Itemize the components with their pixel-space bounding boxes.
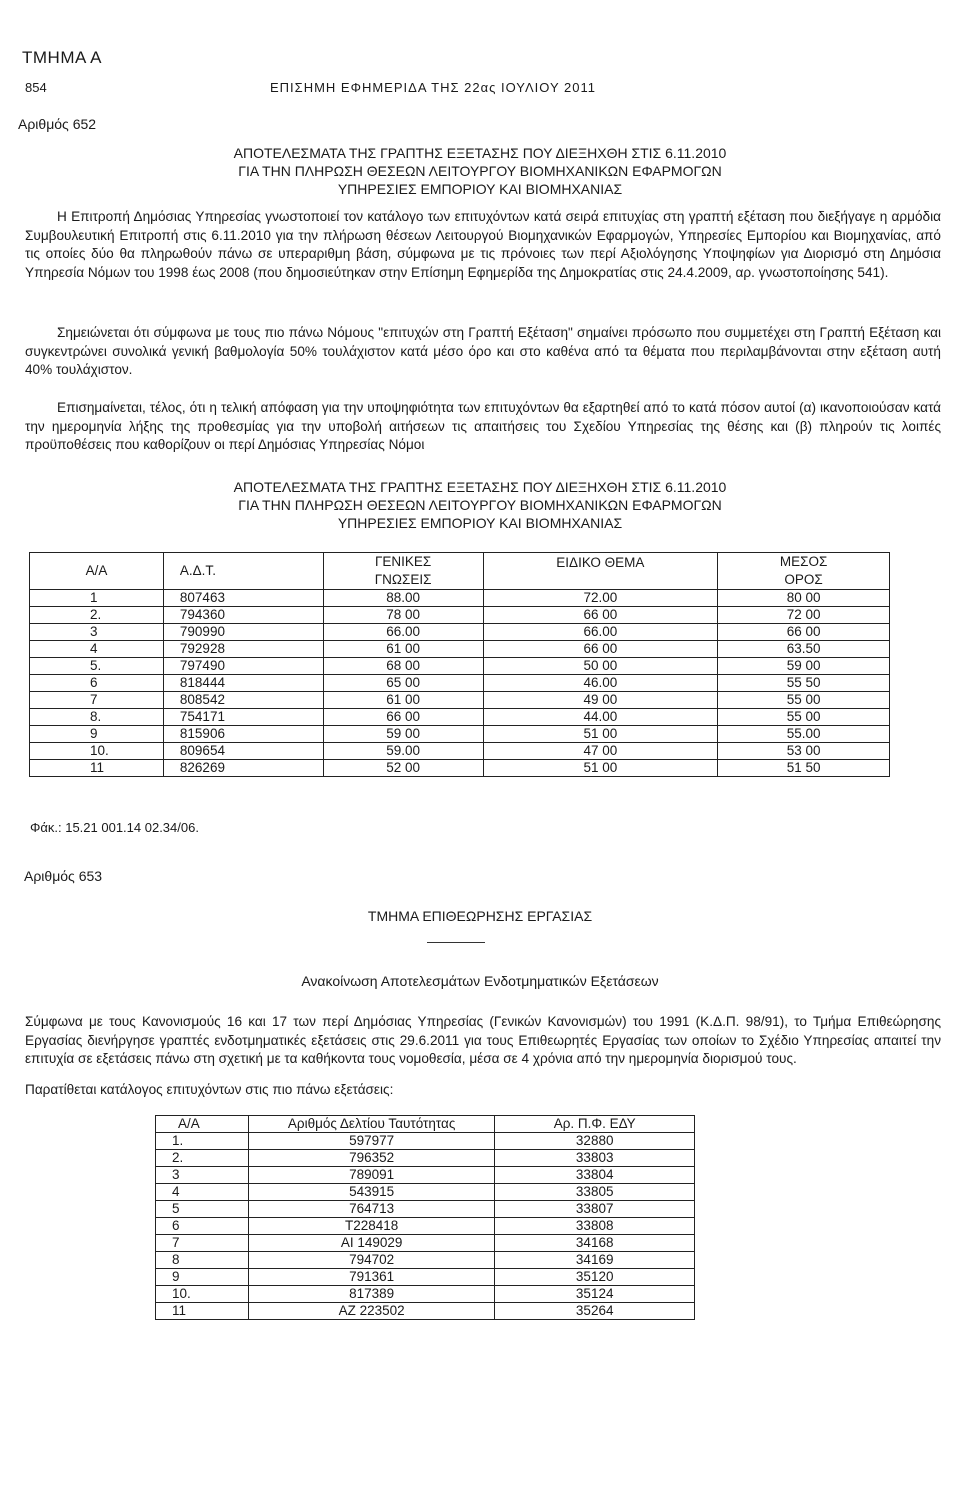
table-cell: 66 00 — [323, 709, 483, 726]
table-cell: 11 — [30, 760, 164, 777]
table-cell: 53 00 — [718, 743, 890, 760]
table-cell: 61 00 — [323, 641, 483, 658]
divider — [427, 942, 485, 943]
table-cell: 51 00 — [483, 726, 718, 743]
table-cell: 796352 — [248, 1150, 495, 1167]
table-row — [156, 1252, 695, 1269]
gazette-header: ΕΠΙΣΗΜΗ ΕΦΗΜΕΡΙΔΑ ΤΗΣ 22ας ΙΟΥΛΙΟΥ 2011 — [270, 80, 596, 95]
table-cell: 10. — [30, 743, 164, 760]
table-cell: 33808 — [495, 1218, 695, 1235]
table-cell: 817389 — [248, 1286, 495, 1303]
table-cell: 61 00 — [323, 692, 483, 709]
table-cell: 55 00 — [718, 709, 890, 726]
table-row — [30, 624, 890, 641]
table-row — [156, 1269, 695, 1286]
table-row — [30, 641, 890, 658]
table-row — [156, 1150, 695, 1167]
table-cell: 543915 — [248, 1184, 495, 1201]
table-cell: 66 00 — [718, 624, 890, 641]
table-cell: 1. — [156, 1133, 249, 1150]
table-cell: 35124 — [495, 1286, 695, 1303]
header-cell: Α/Α — [30, 553, 164, 590]
header-text: ΓΕΝΙΚΕΣ — [374, 554, 432, 569]
header-text: ΜΕΣΟΣ — [779, 554, 828, 569]
table-cell: 807463 — [163, 590, 323, 607]
table-cell: 6 — [30, 675, 164, 692]
table-cell: 10. — [156, 1286, 249, 1303]
table-cell: 52 00 — [323, 760, 483, 777]
table-cell: T228418 — [248, 1218, 495, 1235]
table-cell: 59.00 — [323, 743, 483, 760]
table-cell: 35264 — [495, 1303, 695, 1320]
notice-paragraph — [25, 1013, 941, 1069]
table-cell: 51 50 — [718, 760, 890, 777]
header-cell: Α/Α — [156, 1116, 249, 1133]
table-cell: 2. — [156, 1150, 249, 1167]
department-title: ΤΜΗΜΑ ΕΠΙΘΕΩΡΗΣΗΣ ΕΡΓΑΣΙΑΣ — [367, 908, 593, 924]
table-row — [30, 607, 890, 624]
table-cell: 764713 — [248, 1201, 495, 1218]
table-cell: 33805 — [495, 1184, 695, 1201]
notice-paragraph — [25, 324, 941, 380]
table-cell: 68 00 — [323, 658, 483, 675]
successful-candidates-table — [155, 1115, 695, 1320]
table-cell: 809654 — [163, 743, 323, 760]
table-cell: 826269 — [163, 760, 323, 777]
table-row — [156, 1184, 695, 1201]
table-row — [30, 709, 890, 726]
table-cell: 5. — [30, 658, 164, 675]
paragraph-text: Σημειώνεται ότι σύμφωνα με τους πιο πάνω Νόμους "επιτυχών στη Γραπτή Εξέταση" σημαίνει πρόσωπο που συμμετέχει στη Γραπτή Εξέταση και συγκεντρώνει συνολικά γενική βαθμολογία 50% τουλάχιστον κατά μέσο όρο και στο καθένα από τα θέματα που περιλαμβάνονται στην εξέταση αυτή 40% τουλάχιστον. — [25, 325, 941, 378]
table-cell: 11 — [156, 1303, 249, 1320]
table-cell: 33807 — [495, 1201, 695, 1218]
table-cell: 51 00 — [483, 760, 718, 777]
table-cell: 9 — [30, 726, 164, 743]
table-cell: 794360 — [163, 607, 323, 624]
table-cell: 66.00 — [323, 624, 483, 641]
table-row — [156, 1235, 695, 1252]
file-reference: Φάκ.: 15.21 001.14 02.34/06. — [30, 820, 199, 835]
notice-title-line: ΓΙΑ ΤΗΝ ΠΛΗΡΩΣΗ ΘΕΣΕΩΝ ΛΕΙΤΟΥΡΓΟΥ ΒΙΟΜΗΧΑΝΙΚΩΝ ΕΦΑΡΜΟΓΩΝ — [238, 163, 722, 179]
table-cell: 78 00 — [323, 607, 483, 624]
table-cell: 5 — [156, 1201, 249, 1218]
results-table — [29, 552, 890, 777]
table-cell: 33804 — [495, 1167, 695, 1184]
table-cell: 9 — [156, 1269, 249, 1286]
notice-paragraph — [25, 399, 941, 455]
table-cell: 4 — [156, 1184, 249, 1201]
table-cell: 1 — [30, 590, 164, 607]
table-cell: 32880 — [495, 1133, 695, 1150]
table-row — [30, 675, 890, 692]
table-cell: 3 — [30, 624, 164, 641]
table-header-row — [30, 553, 890, 590]
table-row — [156, 1201, 695, 1218]
table-row — [156, 1218, 695, 1235]
table-row — [30, 760, 890, 777]
table-row — [156, 1303, 695, 1320]
header-cell: Αρ. Π.Φ. ΕΔΥ — [495, 1116, 695, 1133]
table-row — [156, 1167, 695, 1184]
notice-title-line: ΑΠΟΤΕΛΕΣΜΑΤΑ ΤΗΣ ΓΡΑΠΤΗΣ ΕΞΕΤΑΣΗΣ ΠΟΥ ΔΙΕΞΗΧΘΗ ΣΤΙΣ 6.11.2010 — [233, 145, 727, 161]
table-cell: 34168 — [495, 1235, 695, 1252]
table-cell: 49 00 — [483, 692, 718, 709]
table-cell: 8. — [30, 709, 164, 726]
header-text: ΟΡΟΣ — [784, 572, 823, 587]
header-cell: ΕΙΔΙΚΟ ΘΕΜΑ — [483, 553, 718, 590]
table-cell: 65 00 — [323, 675, 483, 692]
table-cell: AZ 223502 — [248, 1303, 495, 1320]
table-row — [30, 726, 890, 743]
table-cell: 33803 — [495, 1150, 695, 1167]
table-header-row — [156, 1116, 695, 1133]
table-cell: 72.00 — [483, 590, 718, 607]
notice-number: Αριθμός 652 — [18, 116, 97, 132]
table-row — [30, 692, 890, 709]
table-cell: 597977 — [248, 1133, 495, 1150]
header-cell — [718, 553, 890, 590]
table-cell: 797490 — [163, 658, 323, 675]
table-cell: 3 — [156, 1167, 249, 1184]
results-title-line: ΥΠΗΡΕΣΙΕΣ ΕΜΠΟΡΙΟΥ ΚΑΙ ΒΙΟΜΗΧΑΝΙΑΣ — [337, 515, 623, 531]
paragraph-text: Η Επιτροπή Δημόσιας Υπηρεσίας γνωστοποιεί τον κατάλογο των επιτυχόντων κατά σειρά επιτυχίας στη γραπτή εξέταση που διεξήγαγε η αρμόδια Συμβουλευτική Επιτροπή στις 6.11.2010 για την πλήρωση θέσεων Λειτουργού Βιομηχανικών Εφαρμογών, Υπηρεσίες Εμπορίου και Βιομηχανίας, από τις οποίες δύο θα πληρωθούν πάνω σε υπεραριθμη βάση, σύμφωνα με τις πρόνοιες των περί Αξιολόγησης Υποψηφίων για Διορισμό στη Δημόσια Υπηρεσία Νόμων του 1998 έως 2008 (που δημοσιεύτηκαν στην Επίσημη Εφημερίδα της Δημοκρατίας στις 24.4.2009, αρ. γνωστοποίησης 541). — [25, 209, 941, 280]
table-cell: 63.50 — [718, 641, 890, 658]
page-number: 854 — [25, 80, 47, 95]
table-cell: 754171 — [163, 709, 323, 726]
table-row — [30, 658, 890, 675]
table-cell: 818444 — [163, 675, 323, 692]
table-cell: 808542 — [163, 692, 323, 709]
header-cell — [323, 553, 483, 590]
table-cell: 55 50 — [718, 675, 890, 692]
table-cell: 72 00 — [718, 607, 890, 624]
table-cell: 790990 — [163, 624, 323, 641]
table-cell: AI 149029 — [248, 1235, 495, 1252]
results-title-line: ΓΙΑ ΤΗΝ ΠΛΗΡΩΣΗ ΘΕΣΕΩΝ ΛΕΙΤΟΥΡΓΟΥ ΒΙΟΜΗΧΑΝΙΚΩΝ ΕΦΑΡΜΟΓΩΝ — [238, 497, 722, 513]
table-row — [156, 1133, 695, 1150]
table-cell: 50 00 — [483, 658, 718, 675]
table-cell: 794702 — [248, 1252, 495, 1269]
announcement-subtitle: Ανακοίνωση Αποτελεσμάτων Ενδοτμηματικών Εξετάσεων — [301, 973, 659, 989]
table-cell: 59 00 — [718, 658, 890, 675]
table-cell: 791361 — [248, 1269, 495, 1286]
table-cell: 55 00 — [718, 692, 890, 709]
table-cell: 66.00 — [483, 624, 718, 641]
table-cell: 4 — [30, 641, 164, 658]
table-row — [30, 743, 890, 760]
paragraph-text: Επισημαίνεται, τέλος, ότι η τελική απόφαση για την υποψηφιότητα των επιτυχόντων θα εξαρτηθεί από το κατά πόσον αυτοί (α) ικανοποιούσαν κατά την ημερομηνία λήξης της προθεσμίας για την υποβολή αιτήσεων τις απαιτήσεις του Σχεδίου Υπηρεσίας της θέσης και (β) πληρούν τις λοιπές προϋποθέσεις που καθορίζουν οι περί Δημόσιας Υπηρεσίας Νόμοι — [25, 400, 941, 453]
table-cell: 7 — [156, 1235, 249, 1252]
table-cell: 35120 — [495, 1269, 695, 1286]
table-cell: 815906 — [163, 726, 323, 743]
notice-paragraph — [25, 208, 941, 282]
table-cell: 34169 — [495, 1252, 695, 1269]
table-cell: 792928 — [163, 641, 323, 658]
table-cell: 8 — [156, 1252, 249, 1269]
table-cell: 789091 — [248, 1167, 495, 1184]
table-cell: 88.00 — [323, 590, 483, 607]
section-label: ΤΜΗΜΑ Α — [22, 48, 103, 67]
table-row — [156, 1286, 695, 1303]
table-cell: 46.00 — [483, 675, 718, 692]
notice-number: Αριθμός 653 — [24, 868, 103, 884]
table-row — [30, 590, 890, 607]
table-cell: 47 00 — [483, 743, 718, 760]
notice-title-line: ΥΠΗΡΕΣΙΕΣ ΕΜΠΟΡΙΟΥ ΚΑΙ ΒΙΟΜΗΧΑΝΙΑΣ — [337, 181, 623, 197]
table-cell: 66 00 — [483, 641, 718, 658]
table-cell: 80 00 — [718, 590, 890, 607]
table-cell: 6 — [156, 1218, 249, 1235]
table-cell: 55.00 — [718, 726, 890, 743]
table-cell: 7 — [30, 692, 164, 709]
list-intro: Παρατίθεται κατάλογος επιτυχόντων στις πιο πάνω εξετάσεις: — [25, 1082, 394, 1097]
header-text: ΓΝΩΣΕΙΣ — [374, 572, 432, 587]
table-cell: 2. — [30, 607, 164, 624]
paragraph-text: Σύμφωνα με τους Κανονισμούς 16 και 17 των περί Δημόσιας Υπηρεσίας (Γενικών Κανονισμών) του 1991 (Κ.Δ.Π. 98/91), το Τμήμα Επιθεώρησης Εργασίας διενήργησε γραπτές ενδοτμηματικές εξετάσεις στις 29.6.2011 για τους Επιθεωρητές Εργασίας των οποίων το Σχέδιο Υπηρεσίας απαιτεί την επιτυχία σε εξετάσεις πάνω στη σχετική με τα καθήκοντα τους νομοθεσία, μέσα σε 4 χρόνια από την ημερομηνία διορισμού τους. — [25, 1014, 941, 1067]
table-cell: 66 00 — [483, 607, 718, 624]
header-cell: Α.Δ.Τ. — [163, 553, 323, 590]
table-cell: 59 00 — [323, 726, 483, 743]
header-cell: Αριθμός Δελτίου Ταυτότητας — [248, 1116, 495, 1133]
table-cell: 44.00 — [483, 709, 718, 726]
results-title-line: ΑΠΟΤΕΛΕΣΜΑΤΑ ΤΗΣ ΓΡΑΠΤΗΣ ΕΞΕΤΑΣΗΣ ΠΟΥ ΔΙΕΞΗΧΘΗ ΣΤΙΣ 6.11.2010 — [233, 479, 727, 495]
